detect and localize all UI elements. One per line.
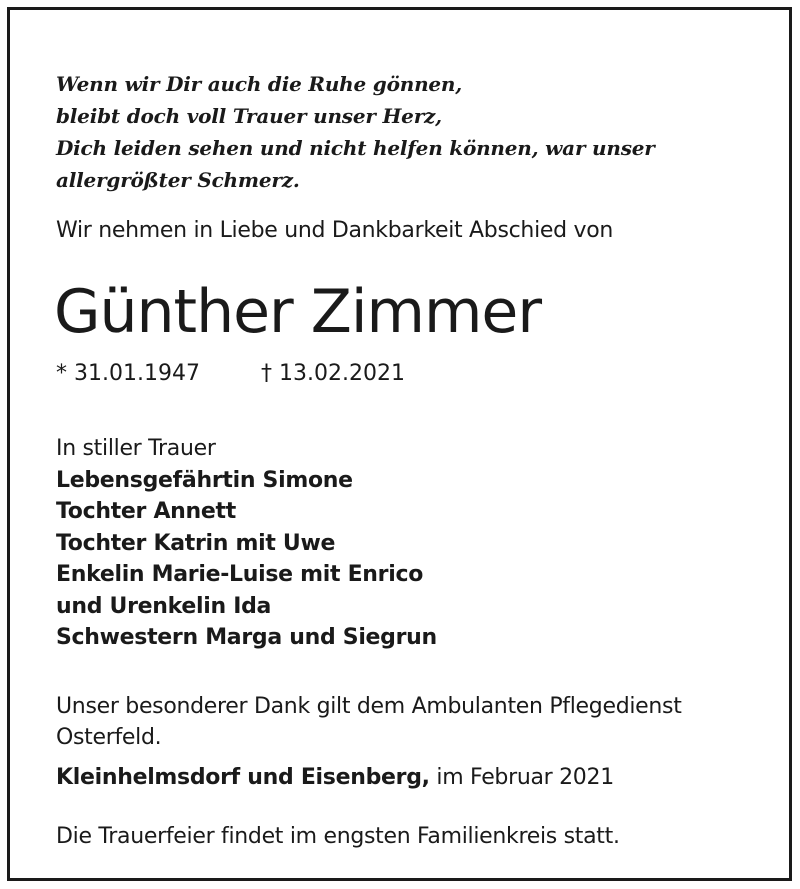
mourner-name: Tochter Katrin mit Uwe [56, 530, 336, 556]
ceremony-note: Die Trauerfeier findet im engsten Familienkreis statt. [56, 824, 620, 849]
mourner-name: Schwestern Marga und Siegrun [56, 625, 437, 650]
locations: Kleinhelmsdorf und Eisenberg, [56, 765, 430, 790]
memorial-poem [56, 68, 655, 196]
mourners-heading: In stiller Trauer [56, 436, 216, 461]
mourner-name: Lebensgefährtin Simone [56, 467, 353, 493]
poem-line: bleibt doch voll Trauer unser Herz, [56, 104, 442, 128]
thanks-note: Unser besonderer Dank gilt dem Ambulanten Pflegedienst Osterfeld. [56, 694, 682, 750]
mourner-name: Enkelin Marie-Luise mit Enrico [56, 562, 424, 587]
death-date: † 13.02.2021 [261, 361, 405, 386]
mourners-list [56, 433, 437, 654]
poem-line: Wenn wir Dir auch die Ruhe gönnen, [56, 72, 463, 96]
life-dates [56, 358, 405, 390]
mourner-name: und Urenkelin Ida [56, 593, 272, 619]
birth-date: * 31.01.1947 [56, 361, 200, 386]
poem-line: Dich leiden sehen und nicht helfen können, war unser [56, 136, 655, 160]
deceased-name: Günther Zimmer [54, 277, 542, 347]
place-and-date [56, 762, 614, 794]
poem-line: allergrößter Schmerz. [56, 168, 300, 192]
farewell-intro: Wir nehmen in Liebe und Dankbarkeit Abschied von [56, 218, 613, 243]
month-year: im Februar 2021 [436, 765, 614, 790]
mourner-name: Tochter Annett [56, 499, 236, 524]
obituary-frame [7, 7, 792, 881]
